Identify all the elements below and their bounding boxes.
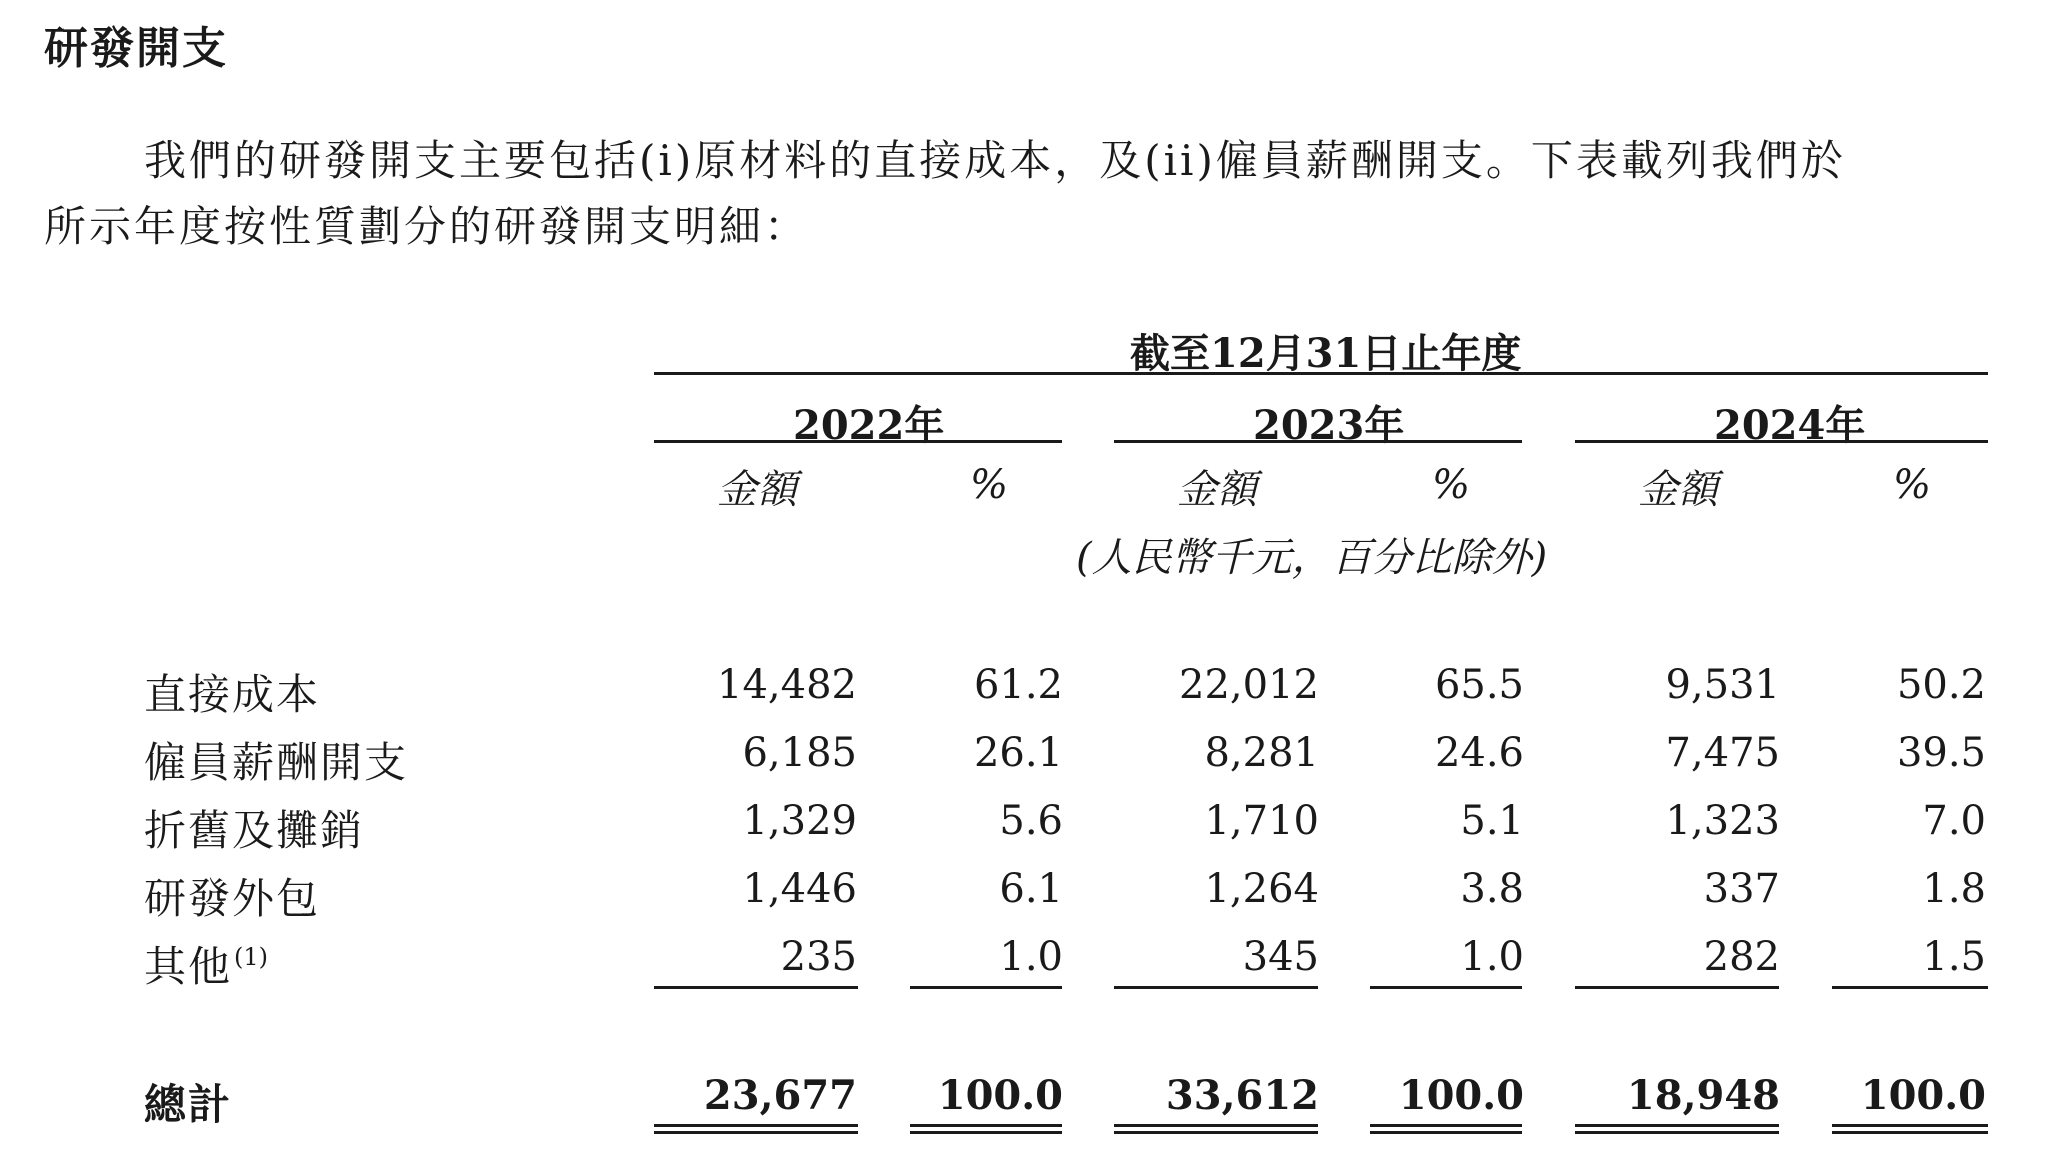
row-label-others (144, 934, 268, 994)
cell-staff-cost-2024-pct: 39.5 (1896, 730, 1986, 776)
cell-outsourcing-2022-pct: 6.1 (999, 866, 1063, 912)
period-header-rule (654, 372, 1988, 375)
cell-staff-cost-2022-pct: 26.1 (973, 730, 1063, 776)
row-label-total: 總計 (144, 1080, 233, 1129)
subtotal-rule-2023-pct (1370, 986, 1522, 989)
cell-staff-cost-2022-amount: 6,185 (742, 730, 857, 776)
cell-total-2023-amount: 33,612 (1165, 1072, 1319, 1119)
cell-outsourcing-2024-amount: 337 (1703, 866, 1780, 912)
cell-direct-cost-2023-amount: 22,012 (1179, 662, 1319, 708)
period-header: 截至12月31日止年度 (1130, 330, 1522, 377)
cell-total-2023-pct: 100.0 (1398, 1072, 1524, 1119)
cell-depreciation-2024-amount: 1,323 (1665, 798, 1780, 844)
intro-paragraph (44, 128, 2004, 260)
cell-outsourcing-2023-amount: 1,264 (1204, 866, 1319, 912)
pct-header-2022: % (970, 462, 1009, 508)
subtotal-rule-2022-amount (654, 986, 858, 989)
subtotal-rule-2024-pct (1832, 986, 1988, 989)
row-label-depreciation: 折舊及攤銷 (144, 806, 365, 855)
unit-note: (人民幣千元，百分比除外) (1076, 535, 1548, 581)
cell-total-2022-pct: 100.0 (937, 1072, 1063, 1119)
cell-others-2024-pct: 1.5 (1922, 934, 1986, 980)
subtotal-rule-2023-amount (1114, 986, 1318, 989)
cell-others-2023-pct: 1.0 (1460, 934, 1524, 980)
amount-header-2022: 金額 (717, 467, 797, 513)
pct-header-2024: % (1893, 462, 1932, 508)
year-rule-2023 (1114, 440, 1522, 443)
cell-staff-cost-2023-pct: 24.6 (1434, 730, 1524, 776)
row-label-outsourcing: 研發外包 (144, 874, 321, 923)
cell-others-2022-pct: 1.0 (999, 934, 1063, 980)
cell-others-2024-amount: 282 (1703, 934, 1780, 980)
cell-staff-cost-2024-amount: 7,475 (1665, 730, 1780, 776)
pct-header-2023: % (1432, 462, 1471, 508)
cell-outsourcing-2023-pct: 3.8 (1460, 866, 1524, 912)
cell-depreciation-2024-pct: 7.0 (1922, 798, 1986, 844)
cell-direct-cost-2024-amount: 9,531 (1665, 662, 1780, 708)
year-rule-2022 (654, 440, 1062, 443)
cell-others-2023-amount: 345 (1242, 934, 1319, 980)
year-rule-2024 (1575, 440, 1988, 443)
cell-depreciation-2023-pct: 5.1 (1460, 798, 1524, 844)
subtotal-rule-2024-amount (1575, 986, 1779, 989)
cell-depreciation-2022-amount: 1,329 (742, 798, 857, 844)
cell-total-2024-pct: 100.0 (1860, 1072, 1986, 1119)
cell-direct-cost-2023-pct: 65.5 (1434, 662, 1524, 708)
row-label-direct-cost: 直接成本 (144, 670, 321, 719)
section-heading: 研發開支 (44, 23, 228, 74)
year-header-2023: 2023年 (1253, 402, 1405, 449)
cell-total-2022-amount: 23,677 (703, 1072, 857, 1119)
cell-others-2022-amount: 235 (780, 934, 857, 980)
paragraph-line-1: 我們的研發開支主要包括(i)原材料的直接成本，及(ii)僱員薪酬開支。下表載列我們於 (144, 136, 1846, 185)
total-rule-2024-pct (1832, 1124, 1988, 1134)
total-rule-2024-amount (1575, 1124, 1779, 1134)
cell-direct-cost-2022-amount: 14,482 (717, 662, 857, 708)
total-rule-2022-pct (910, 1124, 1062, 1134)
cell-outsourcing-2024-pct: 1.8 (1922, 866, 1986, 912)
cell-direct-cost-2024-pct: 50.2 (1896, 662, 1986, 708)
year-header-2024: 2024年 (1714, 402, 1866, 449)
total-rule-2023-pct (1370, 1124, 1522, 1134)
amount-header-2024: 金額 (1638, 467, 1718, 513)
cell-outsourcing-2022-amount: 1,446 (742, 866, 857, 912)
cell-direct-cost-2022-pct: 61.2 (973, 662, 1063, 708)
cell-depreciation-2022-pct: 5.6 (999, 798, 1063, 844)
total-rule-2022-amount (654, 1124, 858, 1134)
total-rule-2023-amount (1114, 1124, 1318, 1134)
year-header-2022: 2022年 (793, 402, 945, 449)
cell-staff-cost-2023-amount: 8,281 (1204, 730, 1319, 776)
row-label-staff-cost: 僱員薪酬開支 (144, 738, 409, 787)
paragraph-line-2: 所示年度按性質劃分的研發開支明細： (44, 202, 810, 251)
footnote-marker: (1) (234, 943, 269, 971)
subtotal-rule-2022-pct (910, 986, 1062, 989)
row-label-others-text: 其他 (144, 942, 233, 991)
cell-depreciation-2023-amount: 1,710 (1204, 798, 1319, 844)
amount-header-2023: 金額 (1177, 467, 1257, 513)
cell-total-2024-amount: 18,948 (1626, 1072, 1780, 1119)
